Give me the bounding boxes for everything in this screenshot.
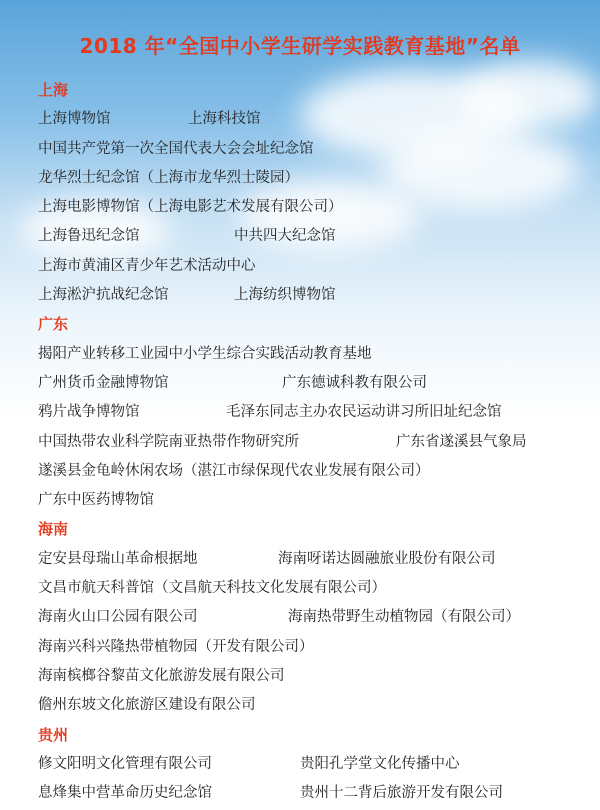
- list-row: [38, 369, 588, 398]
- list-row: [38, 135, 588, 164]
- list-row: [38, 574, 588, 603]
- list-row: [38, 603, 588, 632]
- list-row: [38, 457, 588, 486]
- list-row: [38, 105, 588, 134]
- base-name: 贵州十二背后旅游开发有限公司: [300, 785, 503, 802]
- base-list: [38, 76, 588, 808]
- base-name: 毛泽东同志主办农民运动讲习所旧址纪念馆: [226, 404, 502, 421]
- base-name: 广州货币金融博物馆: [38, 374, 169, 391]
- base-name: 上海电影博物馆（上海电影艺术发展有限公司）: [38, 199, 343, 216]
- base-name: 修文阳明文化管理有限公司: [38, 755, 212, 772]
- list-row: [38, 252, 588, 281]
- list-row: [38, 398, 588, 427]
- list-row: [38, 633, 588, 662]
- list-row: [38, 779, 588, 808]
- list-row: [38, 750, 588, 779]
- base-name: 海南热带野生动植物园（有限公司）: [288, 609, 520, 626]
- list-row: [38, 662, 588, 691]
- base-name: 上海市黄浦区青少年艺术活动中心: [38, 257, 256, 274]
- base-name: 上海鲁迅纪念馆: [38, 228, 140, 245]
- region-heading: 上海: [38, 81, 69, 99]
- list-row: [38, 281, 588, 310]
- base-name: 遂溪县金龟岭休闲农场（湛江市绿保现代农业发展有限公司）: [38, 462, 430, 479]
- page-title: 2018 年“全国中小学生研学实践教育基地”名单: [79, 34, 521, 58]
- base-name: 鸦片战争博物馆: [38, 404, 140, 421]
- base-name: 海南火山口公园有限公司: [38, 609, 198, 626]
- base-name: 上海淞沪抗战纪念馆: [38, 287, 169, 304]
- list-row: [38, 164, 588, 193]
- base-name: 中共四大纪念馆: [234, 228, 336, 245]
- list-row: [38, 193, 588, 222]
- base-name: 广东中医药博物馆: [38, 492, 154, 509]
- base-name: 定安县母瑞山革命根据地: [38, 550, 198, 567]
- list-row: [38, 486, 588, 515]
- base-name: 贵阳孔学堂文化传播中心: [300, 755, 460, 772]
- base-name: 海南槟榔谷黎苗文化旅游发展有限公司: [38, 667, 285, 684]
- base-name: 广东省遂溪县气象局: [396, 433, 527, 450]
- list-row: [38, 428, 588, 457]
- base-name: 上海纺织博物馆: [234, 287, 336, 304]
- base-name: 海南呀诺达圆融旅业股份有限公司: [278, 550, 496, 567]
- list-row: [38, 222, 588, 251]
- base-name: 龙华烈士纪念馆（上海市龙华烈士陵园）: [38, 169, 299, 186]
- region-heading: 贵州: [38, 725, 69, 744]
- list-row: [38, 340, 588, 369]
- list-row: [38, 545, 588, 574]
- base-name: 上海博物馆: [38, 111, 111, 128]
- base-name: 中国热带农业科学院南亚热带作物研究所: [38, 433, 299, 450]
- base-name: 儋州东坡文化旅游区建设有限公司: [38, 697, 256, 714]
- list-row: [38, 691, 588, 720]
- region-heading: 广东: [38, 315, 69, 334]
- base-name: 文昌市航天科普馆（文昌航天科技文化发展有限公司）: [38, 580, 386, 597]
- base-name: 息烽集中营革命历史纪念馆: [38, 785, 212, 802]
- base-name: 上海科技馆: [188, 111, 261, 128]
- base-name: 广东德诚科教有限公司: [282, 374, 427, 391]
- region-heading: 海南: [38, 520, 69, 539]
- base-name: 中国共产党第一次全国代表大会会址纪念馆: [38, 140, 314, 157]
- base-name: 揭阳产业转移工业园中小学生综合实践活动教育基地: [38, 345, 372, 362]
- base-name: 海南兴科兴隆热带植物园（开发有限公司）: [38, 638, 314, 655]
